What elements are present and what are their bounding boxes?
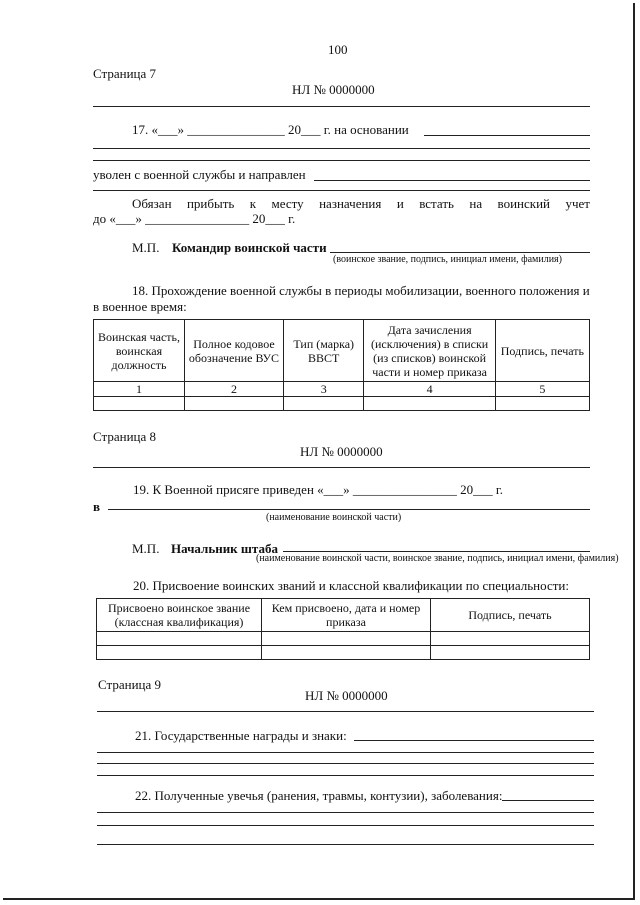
fill-line bbox=[502, 800, 594, 801]
nl-number-page9: НЛ № 0000000 bbox=[305, 688, 388, 703]
rule bbox=[97, 763, 594, 764]
fill-line bbox=[354, 740, 594, 741]
table-row bbox=[94, 397, 590, 411]
rule bbox=[93, 106, 590, 107]
item17-until: до «___» ________________ 20___ г. bbox=[93, 211, 296, 226]
word: месту bbox=[271, 196, 304, 211]
col-header: Дата зачисления (исключения) в списки (из списков) воинской части и номер приказа bbox=[364, 320, 495, 382]
rule bbox=[93, 160, 590, 161]
fill-line bbox=[424, 135, 590, 136]
signature-line bbox=[330, 252, 590, 253]
word: и bbox=[396, 196, 404, 211]
word: учет bbox=[565, 196, 590, 211]
col-number: 2 bbox=[184, 382, 283, 397]
rule bbox=[97, 711, 594, 712]
item17-discharged: уволен с военной службы и направлен bbox=[93, 167, 306, 182]
nl-number-page8: НЛ № 0000000 bbox=[300, 444, 383, 459]
col-header: Подпись, печать bbox=[431, 599, 590, 632]
commander-caption: (воинское звание, подпись, инициал имени, фамилия) bbox=[333, 254, 562, 265]
rule bbox=[93, 148, 590, 149]
service-table bbox=[93, 319, 590, 411]
col-header: Подпись, печать bbox=[495, 320, 589, 382]
unit-caption: (наименование воинской части) bbox=[266, 512, 402, 523]
item19-oath: 19. К Военной присяге приведен «___» ________________ 20___ г. bbox=[133, 482, 504, 497]
ranks-table bbox=[96, 598, 590, 660]
col-number: 1 bbox=[94, 382, 185, 397]
fill-line bbox=[314, 180, 590, 181]
section-label-page7: Страница 7 bbox=[93, 66, 157, 81]
rule bbox=[97, 825, 594, 826]
signature-line bbox=[283, 551, 590, 552]
col-header: Кем присвоено, дата и номер приказа bbox=[262, 599, 431, 632]
col-header: Воинская часть, воинская должность bbox=[94, 320, 185, 382]
word: воинский bbox=[497, 196, 551, 211]
page-number: 100 bbox=[328, 42, 348, 57]
rule bbox=[97, 812, 594, 813]
stamp-mp: М.П. bbox=[132, 240, 160, 255]
rule bbox=[93, 190, 590, 191]
col-number: 4 bbox=[364, 382, 495, 397]
fill-line bbox=[108, 509, 590, 510]
nl-number-page7: НЛ № 0000000 bbox=[292, 82, 375, 97]
rule bbox=[97, 844, 594, 845]
rule bbox=[97, 775, 594, 776]
chief-caption: (наименование воинской части, воинское звание, подпись, инициал имени, фамилия) bbox=[256, 553, 619, 564]
item19-in: в bbox=[93, 499, 101, 514]
word: к bbox=[249, 196, 257, 211]
col-number: 5 bbox=[495, 382, 589, 397]
table-row bbox=[97, 646, 590, 660]
commander-label: Командир воинской части bbox=[172, 240, 327, 255]
section-label-page8: Страница 8 bbox=[93, 429, 157, 444]
item21-awards: 21. Государственные награды и знаки: bbox=[135, 728, 347, 743]
section-label-page9: Страница 9 bbox=[98, 677, 162, 692]
col-header: Тип (марка) ВВСТ bbox=[283, 320, 364, 382]
word: на bbox=[469, 196, 483, 211]
col-number: 3 bbox=[283, 382, 364, 397]
word: встать bbox=[419, 196, 454, 211]
item20-title: 20. Присвоение воинских званий и классной квалификации по специальности: bbox=[133, 578, 569, 593]
item18-title-cont: в военное время: bbox=[93, 299, 187, 314]
chief-label: Начальник штаба bbox=[171, 541, 278, 556]
item17-obliged bbox=[132, 196, 590, 212]
rule bbox=[97, 752, 594, 753]
table-row bbox=[97, 632, 590, 646]
col-header: Полное кодовое обозначение ВУС bbox=[184, 320, 283, 382]
item17-lead: 17. «___» _______________ 20___ г. на основании bbox=[132, 122, 409, 137]
word: Обязан bbox=[132, 196, 172, 211]
word: назначения bbox=[319, 196, 382, 211]
item18-title: 18. Прохождение военной службы в периоды мобилизации, военного положения и bbox=[132, 283, 590, 298]
item22-injuries: 22. Полученные увечья (ранения, травмы, контузии), заболевания: bbox=[135, 788, 503, 803]
rule bbox=[93, 467, 590, 468]
word: прибыть bbox=[186, 196, 235, 211]
col-header: Присвоено воинское звание (классная квалификация) bbox=[97, 599, 262, 632]
stamp-mp: М.П. bbox=[132, 541, 160, 556]
